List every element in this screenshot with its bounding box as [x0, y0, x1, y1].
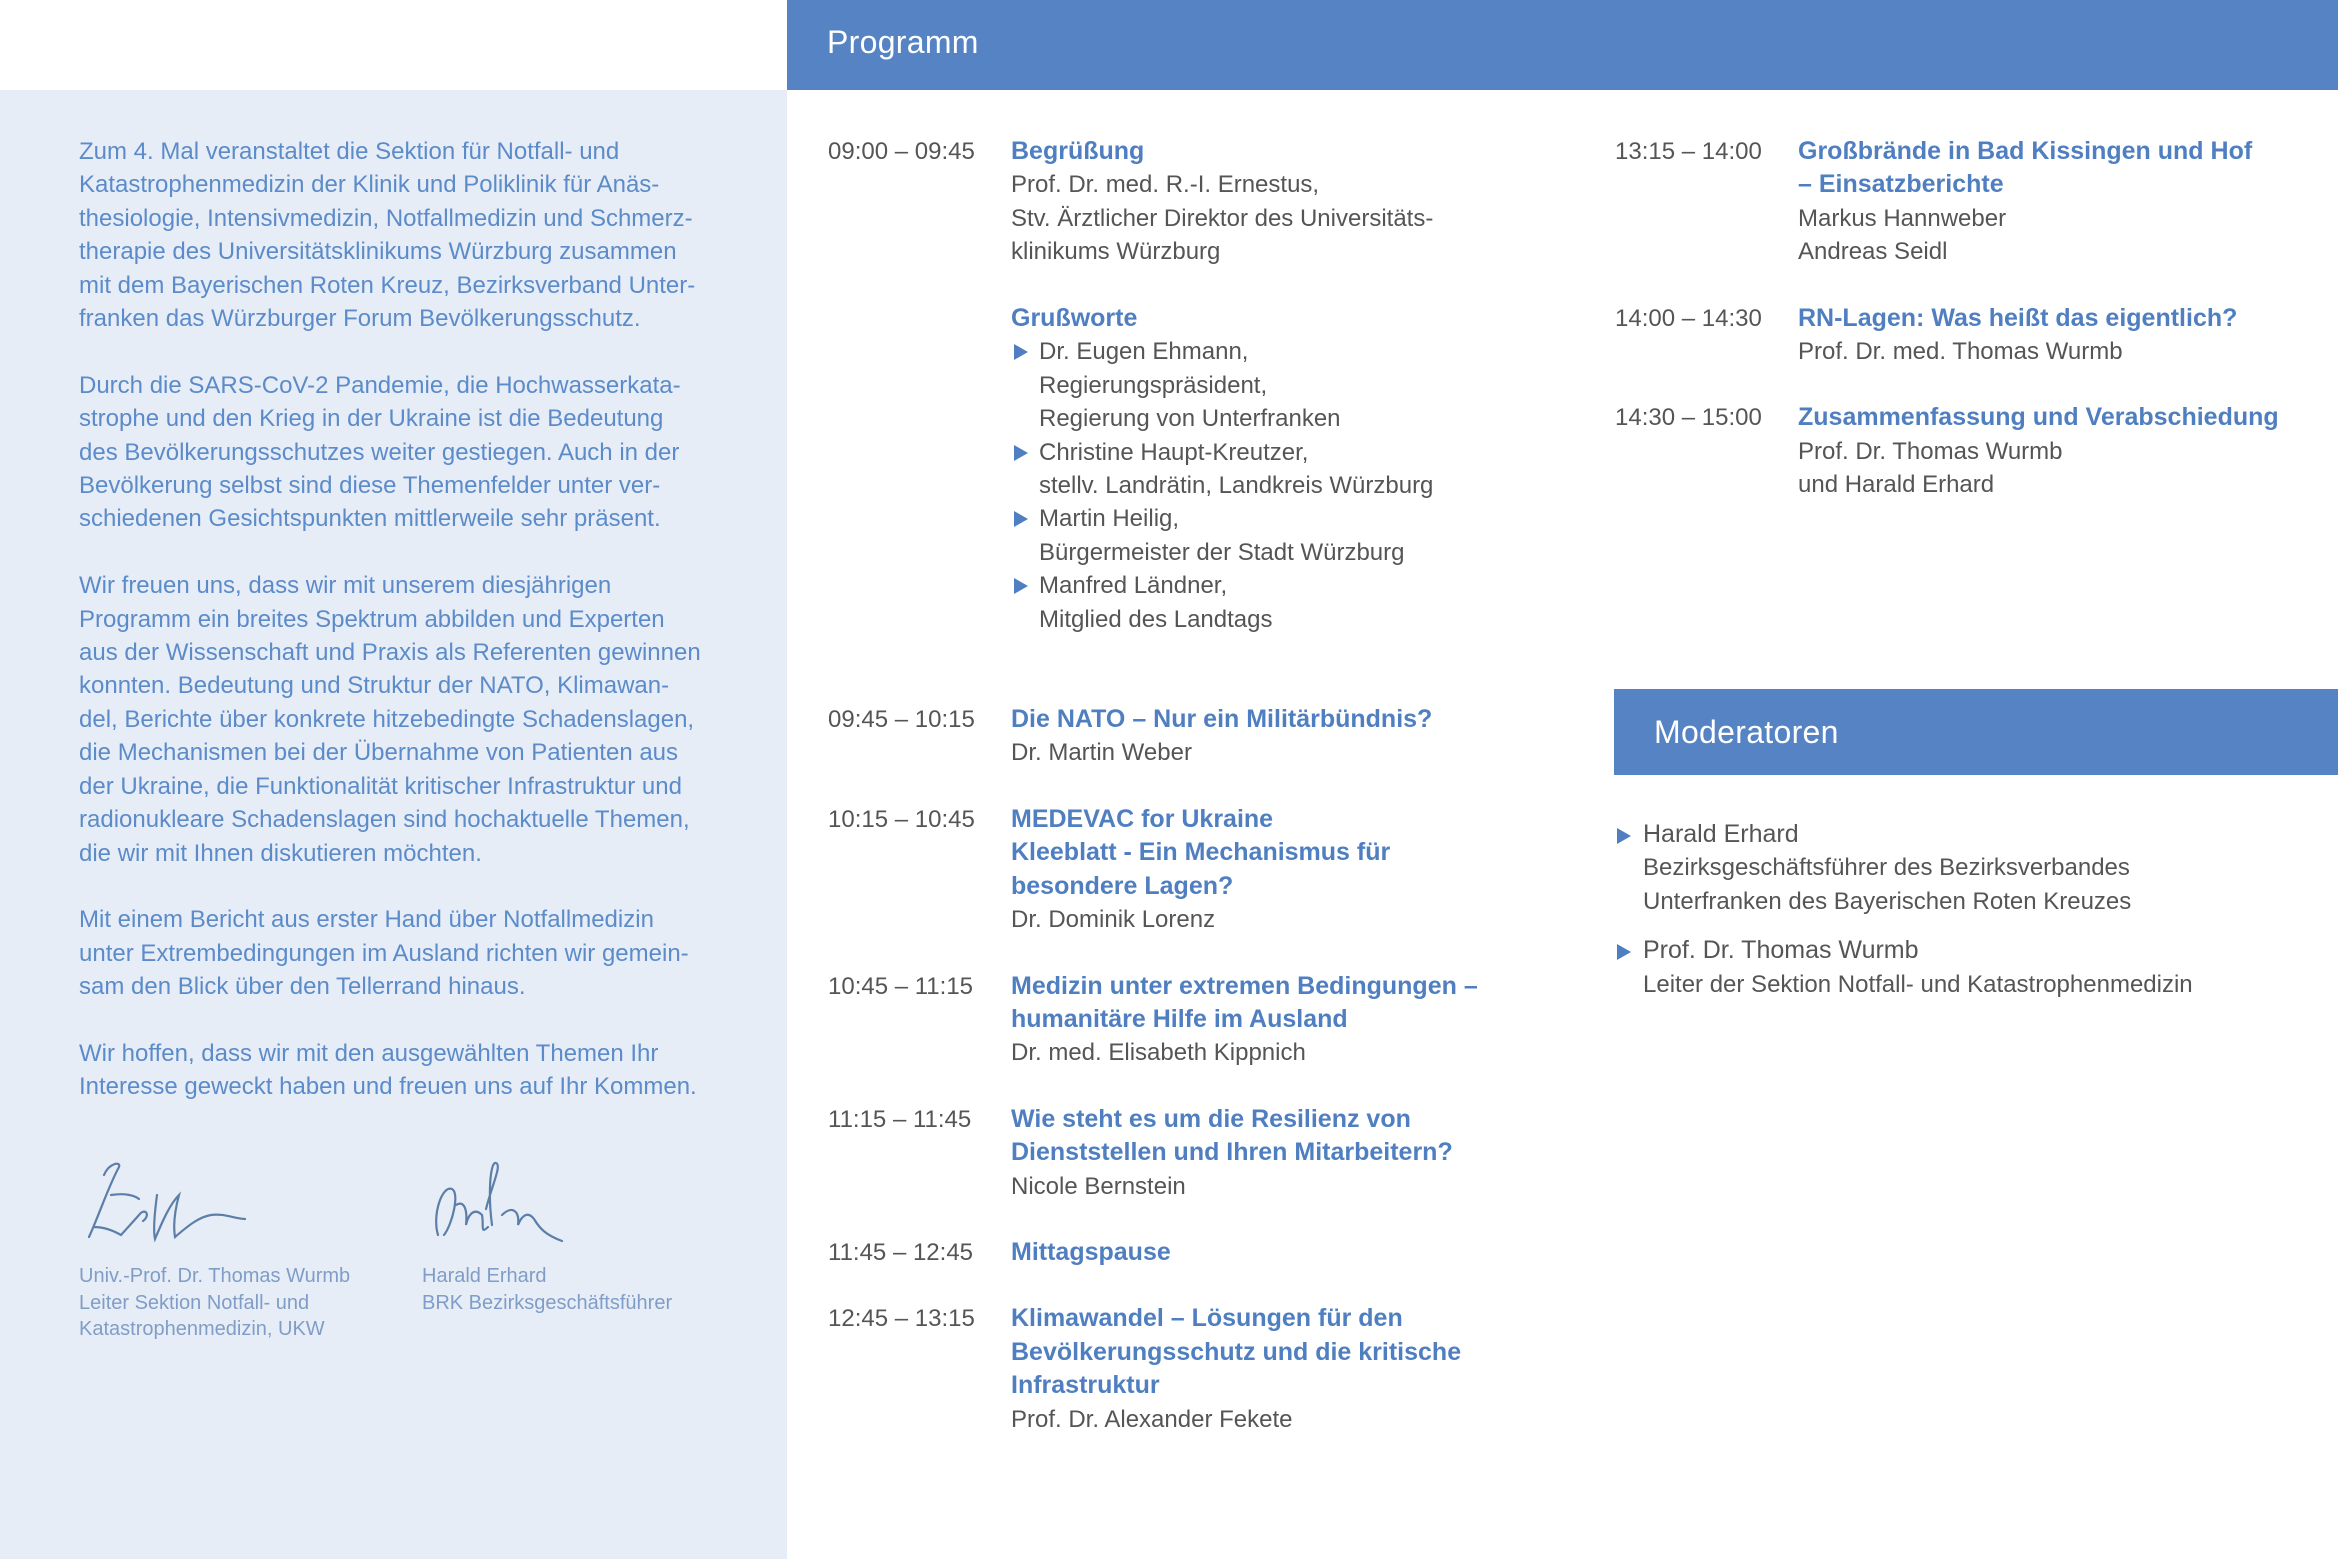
program-slot [828, 970, 1528, 1070]
program-slot [828, 703, 1528, 770]
intro-line: Wir freuen uns, dass wir mit unserem diesjährigen [79, 572, 612, 600]
triangle-bullet-icon [1014, 578, 1028, 594]
slot-title [1798, 401, 2315, 434]
intro-line: Katastrophenmedizin der Klinik und Poliklinik für Anäs- [79, 171, 660, 199]
grussworte-item [1011, 436, 1528, 503]
speaker-line: Nicole Bernstein [1011, 1172, 1186, 1200]
grussworte-item [1011, 569, 1528, 636]
slot-body [1011, 803, 1528, 937]
intro-line: aus der Wissenschaft und Praxis als Referenten gewinnen [79, 639, 701, 667]
spacer [1011, 636, 1528, 670]
signature-line: Leiter Sektion Notfall- und [79, 1291, 310, 1314]
intro-line: Programm ein breites Spektrum abbilden und Experten [79, 605, 665, 633]
moderator-name: Prof. Dr. Thomas Wurmb [1643, 936, 1919, 965]
intro-line: radionukleare Schadenslagen sind hochaktuelle Themen, [79, 806, 690, 834]
slot-speakers [1011, 736, 1528, 769]
triangle-bullet-icon [1617, 828, 1631, 844]
slot-body [1798, 401, 2315, 501]
signature-caption [422, 1263, 742, 1316]
slot-speakers [1011, 1403, 1528, 1436]
grussworte-line: stellv. Landrätin, Landkreis Würzburg [1039, 472, 1434, 500]
slot-title-line: Wie steht es um die Resilienz von [1011, 1104, 1411, 1133]
speaker-line: Andreas Seidl [1798, 238, 1948, 266]
slot-title-line: MEDEVAC for Ukraine [1011, 804, 1274, 833]
slot-title-line: besondere Lagen? [1011, 871, 1234, 900]
intro-paragraph [79, 903, 759, 1003]
slot-title-line: Großbrände in Bad Kissingen und Hof [1798, 137, 2253, 165]
speaker-line: Dr. Dominik Lorenz [1011, 906, 1216, 934]
moderator-name: Harald Erhard [1643, 820, 1799, 848]
speaker-line: Dr. Martin Weber [1011, 739, 1192, 767]
intro-line: franken das Würzburger Forum Bevölkerungsschutz. [79, 305, 641, 333]
slot-speakers [1011, 903, 1528, 936]
slot-title-line: Infrastruktur [1011, 1371, 1160, 1400]
program-header-bar [787, 0, 2338, 90]
intro-line: die Mechanismen bei der Übernahme von Patienten aus [79, 739, 679, 767]
slot-speakers [1011, 1036, 1528, 1069]
intro-paragraph [79, 369, 759, 536]
grussworte-line: Dr. Eugen Ehmann, [1039, 338, 1249, 366]
slot-title [1011, 970, 1528, 1037]
slot-time: 12:45 – 13:15 [828, 1305, 975, 1333]
signature-line: Katastrophenmedizin, UKW [79, 1318, 325, 1340]
slot-title-line: Mittagspause [1011, 1237, 1171, 1266]
intro-line: Zum 4. Mal veranstaltet die Sektion für Notfall- und [79, 138, 620, 165]
speaker-line: klinikums Würzburg [1011, 238, 1221, 266]
slot-time: 14:00 – 14:30 [1615, 304, 1762, 332]
moderators-header-bar [1614, 689, 2338, 775]
slot-title-line: RN-Lagen: Was heißt das eigentlich? [1798, 303, 2238, 332]
intro-line: schiedenen Gesichtspunkten mittlerweile sehr präsent. [79, 505, 661, 533]
slot-speakers [1798, 202, 2315, 269]
slot-time: 10:45 – 11:15 [828, 972, 974, 1000]
slot-body [1011, 703, 1528, 770]
slot-title-line: Bevölkerungsschutz und die kritische [1011, 1337, 1462, 1366]
intro-paragraph [79, 569, 759, 870]
triangle-bullet-icon [1014, 511, 1028, 527]
slot-title [1011, 1236, 1528, 1269]
intro-line: Bevölkerung selbst sind diese Themenfelder unter ver- [79, 472, 661, 500]
intro-line: del, Berichte über konkrete hitzebedingte Schadenslagen, [79, 705, 695, 733]
slot-title-line: Dienststellen und Ihren Mitarbeitern? [1011, 1138, 1453, 1167]
program-slot [828, 1302, 1528, 1436]
intro-line: Mit einem Bericht aus erster Hand über Notfallmedizin [79, 906, 654, 934]
program-slot [828, 1236, 1528, 1269]
slot-title [1798, 302, 2315, 335]
slot-title-line: Klimawandel – Lösungen für den [1011, 1304, 1403, 1333]
intro-line: die wir mit Ihnen diskutieren möchten. [79, 839, 482, 867]
slot-body [1011, 1103, 1528, 1203]
grussworte-line: Mitglied des Landtags [1039, 605, 1273, 633]
intro-line: therapie des Universitätsklinikums Würzburg zusammen [79, 238, 677, 266]
moderators-list [1615, 818, 2315, 1017]
moderator-item [1615, 818, 2315, 918]
slot-title [1798, 135, 2315, 202]
slot-body [1011, 1236, 1528, 1269]
program-slot [1615, 302, 2315, 369]
grussworte-line: Bürgermeister der Stadt Würzburg [1039, 538, 1405, 566]
slot-title-line: Begrüßung [1011, 137, 1145, 165]
slot-time: 11:15 – 11:45 [828, 1105, 972, 1133]
slot-body [1798, 135, 2315, 269]
moderator-role-line: Leiter der Sektion Notfall- und Katastrophenmedizin [1643, 970, 2193, 998]
handwritten-signature-erhard [422, 1155, 602, 1255]
slot-speakers [1011, 1170, 1528, 1203]
intro-line: strophe und den Krieg in der Ukraine ist die Bedeutung [79, 405, 664, 433]
intro-paragraph [79, 1037, 759, 1104]
slot-body [1011, 135, 1528, 670]
moderator-item [1615, 934, 2315, 1001]
signature-line: Harald Erhard [422, 1265, 547, 1287]
slot-title-line: Zusammenfassung und Verabschiedung [1798, 403, 2279, 432]
handwritten-signature-wurmb [79, 1155, 259, 1255]
grussworte-title: Grußworte [1011, 304, 1138, 333]
speaker-line: Prof. Dr. Alexander Fekete [1011, 1405, 1293, 1433]
program-slot [828, 803, 1528, 937]
moderator-role-line: Unterfranken des Bayerischen Roten Kreuzes [1643, 887, 2132, 915]
program-column-1 [828, 135, 1528, 1469]
intro-line: unter Extrembedingungen im Ausland richten wir gemein- [79, 939, 689, 967]
intro-line: mit dem Bayerischen Roten Kreuz, Bezirksverband Unter- [79, 271, 696, 299]
slot-title [1011, 703, 1528, 736]
signature-caption [79, 1263, 399, 1343]
slot-title-line: – Einsatzberichte [1798, 170, 2004, 199]
grussworte-line: Christine Haupt-Kreutzer, [1039, 438, 1309, 466]
slot-speakers [1798, 435, 2315, 502]
speaker-line: Prof. Dr. Thomas Wurmb [1798, 437, 2063, 465]
intro-paragraph [79, 135, 759, 335]
speaker-line: und Harald Erhard [1798, 471, 1995, 499]
moderator-role [1643, 851, 2315, 918]
slot-time: 11:45 – 12:45 [828, 1238, 974, 1266]
slot-title-line: Die NATO – Nur ein Militärbündnis? [1011, 705, 1433, 734]
slot-title-line: Kleeblatt - Ein Mechanismus für [1011, 838, 1391, 867]
moderator-role-line: Bezirksgeschäftsführer des Bezirksverbandes [1643, 854, 2130, 882]
program-slot [1615, 135, 2315, 269]
speaker-line: Markus Hannweber [1798, 204, 2007, 232]
slot-title [1011, 803, 1528, 903]
intro-line: konnten. Bedeutung und Struktur der NATO, Klimawan- [79, 672, 670, 700]
intro-line: Durch die SARS-CoV-2 Pandemie, die Hochwasserkata- [79, 371, 681, 399]
slot-title-line: Medizin unter extremen Bedingungen – [1011, 971, 1478, 1000]
slot-speakers [1011, 168, 1528, 268]
signature-line: BRK Bezirksgeschäftsführer [422, 1291, 673, 1314]
slot-title [1011, 135, 1528, 168]
grussworte-list [1011, 335, 1528, 636]
program-slot [828, 1103, 1528, 1203]
grussworte-line: Regierungspräsident, [1039, 371, 1268, 399]
grussworte-line: Martin Heilig, [1039, 505, 1180, 533]
slot-title [1011, 1103, 1528, 1170]
program-slot [828, 135, 1528, 670]
grussworte-item [1011, 335, 1528, 435]
signature-line: Univ.-Prof. Dr. Thomas Wurmb [79, 1265, 351, 1287]
grussworte-line: Regierung von Unterfranken [1039, 405, 1341, 433]
signature-erhard [422, 1155, 742, 1316]
intro-line: Wir hoffen, dass wir mit den ausgewählten Themen Ihr [79, 1039, 659, 1067]
slot-title [1011, 1302, 1528, 1402]
speaker-line: Prof. Dr. med. R.-I. Ernestus, [1011, 171, 1320, 199]
slot-time: 13:15 – 14:00 [1615, 138, 1762, 165]
intro-text [79, 135, 759, 1137]
slot-time: 14:30 – 15:00 [1615, 404, 1762, 432]
slot-speakers [1798, 335, 2315, 368]
intro-line: thesiologie, Intensivmedizin, Notfallmedizin und Schmerz- [79, 204, 693, 232]
slot-body [1011, 970, 1528, 1070]
intro-line: Interesse geweckt haben und freuen uns auf Ihr Kommen. [79, 1073, 697, 1101]
signature-wurmb [79, 1155, 399, 1343]
moderators-heading: Moderatoren [1654, 714, 1839, 750]
intro-line: sam den Blick über den Tellerrand hinaus. [79, 973, 526, 1001]
triangle-bullet-icon [1617, 944, 1631, 960]
slot-title-line: humanitäre Hilfe im Ausland [1011, 1004, 1348, 1033]
slot-time: 10:15 – 10:45 [828, 805, 975, 833]
program-slot [1615, 401, 2315, 501]
grussworte-item [1011, 502, 1528, 569]
slot-time: 09:45 – 10:15 [828, 706, 975, 734]
program-column-2 [1615, 135, 2315, 535]
intro-line: des Bevölkerungsschutzes weiter gestiegen. Auch in der [79, 438, 680, 466]
triangle-bullet-icon [1014, 445, 1028, 461]
moderator-role [1643, 968, 2315, 1001]
intro-line: der Ukraine, die Funktionalität kritischer Infrastruktur und [79, 772, 682, 800]
grussworte-line: Manfred Ländner, [1039, 572, 1228, 600]
speaker-line: Dr. med. Elisabeth Kippnich [1011, 1039, 1306, 1067]
slot-body [1011, 1302, 1528, 1436]
slot-body [1798, 302, 2315, 369]
slot-time: 09:00 – 09:45 [828, 138, 975, 165]
triangle-bullet-icon [1014, 344, 1028, 360]
program-heading: Programm [827, 24, 979, 60]
speaker-line: Prof. Dr. med. Thomas Wurmb [1798, 338, 2123, 366]
speaker-line: Stv. Ärztlicher Direktor des Universitäts- [1011, 204, 1434, 232]
